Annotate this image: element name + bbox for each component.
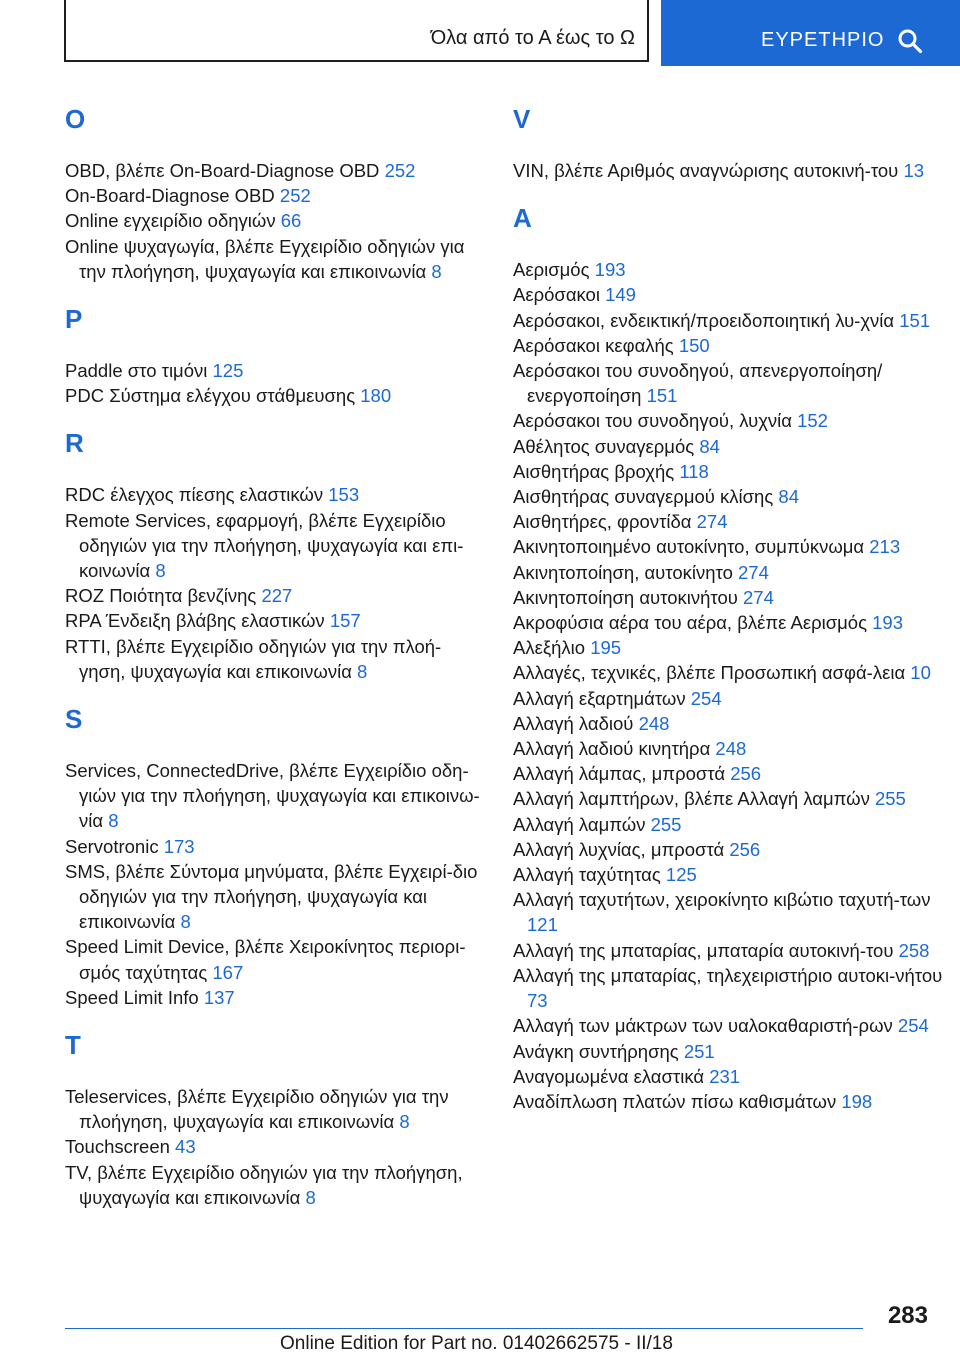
page-link[interactable]: 151 <box>899 309 931 331</box>
entry-text: Αερόσακοι του συνοδηγού, λυχνία <box>513 410 792 432</box>
index-column-left <box>65 100 485 1210</box>
page-link[interactable]: 231 <box>709 1065 741 1087</box>
page-link[interactable]: 13 <box>903 160 925 181</box>
entry-text: Αλλαγή λαδιού <box>513 712 634 734</box>
page-link[interactable]: 227 <box>261 585 293 607</box>
page-link[interactable]: 157 <box>329 610 361 632</box>
page-link[interactable]: 84 <box>778 486 799 508</box>
section-letter: S <box>65 704 83 735</box>
index-entry <box>65 482 485 507</box>
index-section-r <box>65 424 485 684</box>
index-entry <box>513 963 943 1013</box>
index-section-alpha <box>513 199 943 1114</box>
index-entry <box>513 434 943 459</box>
index-entry <box>65 859 485 935</box>
index-entry <box>65 634 485 684</box>
page-link[interactable]: 8 <box>155 560 166 582</box>
index-entry <box>513 1064 943 1089</box>
page-link[interactable]: 193 <box>872 612 903 634</box>
index-section-v <box>513 100 943 183</box>
page-link[interactable]: 152 <box>797 410 828 432</box>
page-link[interactable]: 151 <box>646 385 678 407</box>
index-entry <box>65 383 485 408</box>
section-tab[interactable] <box>64 0 649 62</box>
index-entry <box>513 736 943 761</box>
index-section-o <box>65 100 485 284</box>
entry-text: Αισθητήρες, φροντίδα <box>513 511 692 533</box>
index-entry <box>65 608 485 633</box>
page-link[interactable]: 149 <box>605 284 636 306</box>
section-letter: R <box>65 428 84 459</box>
page-link[interactable]: 8 <box>357 660 368 682</box>
index-entry <box>513 158 943 183</box>
index-entry <box>513 938 943 963</box>
index-entry <box>513 660 943 685</box>
index-entry <box>513 459 943 484</box>
index-entry <box>513 1039 943 1064</box>
index-entry <box>513 1089 943 1114</box>
page-link[interactable]: 118 <box>679 460 709 482</box>
index-entry <box>513 1013 943 1038</box>
page-link[interactable]: 66 <box>280 210 302 232</box>
section-letter: Α <box>513 203 532 234</box>
entry-text: Αλλαγή ταχύτητας <box>513 864 661 886</box>
entry-text: Ακινητοποιημένο αυτοκίνητο, συμπύκνωμα <box>513 536 865 558</box>
entry-text: Ακινητοποίηση, αυτοκίνητο <box>513 561 733 583</box>
entry-text: Ανάγκη συντήρησης <box>513 1040 679 1062</box>
entry-text: Services, ConnectedDrive, βλέπε Εγχειρίδιο οδη-γιών για την πλοήγηση, ψυχαγωγία και επικοινω-νία <box>65 760 480 832</box>
page-link[interactable]: 248 <box>638 712 670 734</box>
entry-text: Αλλαγή λαδιού κινητήρα <box>513 738 711 760</box>
entry-text: ROZ Ποιότητα βενζίνης <box>65 585 257 607</box>
page-link[interactable]: 125 <box>212 360 244 382</box>
entry-text: Αλλαγή λυχνίας, μπροστά <box>513 838 725 860</box>
entry-text: On-Board-Diagnose OBD <box>65 185 275 207</box>
index-entry <box>513 686 943 711</box>
index-tab[interactable] <box>661 0 960 66</box>
entry-text: Αθέλητος συναγερμός <box>513 435 695 457</box>
section-letter: P <box>65 304 83 335</box>
entry-text: Αερόσακοι <box>513 284 600 306</box>
entry-text: RPA Ένδειξη βλάβης ελαστικών <box>65 610 325 632</box>
index-entry <box>513 358 943 408</box>
entry-text: Αλλαγή των μάκτρων των υαλοκαθαριστή-ρων <box>513 1015 893 1037</box>
index-section-p <box>65 300 485 408</box>
page-link[interactable]: 254 <box>690 687 722 709</box>
page-link[interactable]: 195 <box>590 637 622 659</box>
index-entry <box>513 887 943 937</box>
entry-text: Αερόσακοι του συνοδηγού, απενεργοποίηση/ ενεργοποίηση <box>513 360 883 407</box>
page-link[interactable]: 8 <box>180 911 191 933</box>
index-entry <box>65 234 485 284</box>
entry-text: Αερόσακοι κεφαλής <box>513 334 674 356</box>
index-entry <box>513 862 943 887</box>
page-link[interactable]: 213 <box>869 536 901 558</box>
entry-text: Αλεξήλιο <box>513 637 586 659</box>
index-entry <box>65 985 485 1010</box>
index-entry <box>65 358 485 383</box>
page-link[interactable]: 256 <box>729 838 761 860</box>
entry-text: Ακροφύσια αέρα του αέρα, βλέπε Αερισμός <box>513 612 867 634</box>
page-link[interactable]: 198 <box>841 1090 873 1112</box>
footer-divider <box>65 1328 863 1329</box>
entry-text: TV, βλέπε Εγχειρίδιο οδηγιών για την πλοήγηση, ψυχαγωγία και επικοινωνία <box>65 1161 463 1208</box>
entry-text: Teleservices, βλέπε Εγχειρίδιο οδηγιών για την πλοήγηση, ψυχαγωγία και επικοινωνία <box>65 1086 449 1133</box>
page-link[interactable]: 8 <box>431 260 442 282</box>
page-link[interactable]: 10 <box>910 662 931 684</box>
index-entry <box>513 711 943 736</box>
page-link[interactable]: 274 <box>743 586 774 608</box>
page-link[interactable]: 274 <box>696 511 728 533</box>
index-section-t <box>65 1026 485 1210</box>
search-icon[interactable] <box>897 28 923 54</box>
index-entry <box>65 208 485 233</box>
page-link[interactable]: 153 <box>328 484 360 506</box>
index-section-s <box>65 700 485 1010</box>
page-link[interactable]: 167 <box>212 961 244 983</box>
section-letter: V <box>513 104 531 134</box>
page-link[interactable]: 274 <box>738 561 769 583</box>
section-letter: T <box>65 1030 81 1061</box>
index-entry <box>65 934 485 984</box>
index-entry <box>65 758 485 834</box>
entry-text: Αλλαγή ταχυτήτων, χειροκίνητο κιβώτιο ταχυτή-των <box>513 889 931 911</box>
entry-text: Touchscreen <box>65 1136 170 1158</box>
index-entry <box>65 1134 485 1159</box>
entry-text: PDC Σύστημα ελέγχου στάθμευσης <box>65 385 356 407</box>
index-entry <box>513 333 943 358</box>
index-entry <box>513 560 943 585</box>
page-link[interactable]: 8 <box>305 1186 316 1208</box>
page-link[interactable]: 248 <box>715 738 747 760</box>
entry-text: Αλλαγή εξαρτημάτων <box>513 687 686 709</box>
entry-text: Αναδίπλωση πλατών πίσω καθισμάτων <box>513 1090 837 1112</box>
page-link[interactable]: 193 <box>594 259 626 281</box>
page-header <box>0 0 960 66</box>
page-link[interactable]: 255 <box>874 788 906 810</box>
entry-text: Αλλαγές, τεχνικές, βλέπε Προσωπική ασφά-λεια <box>513 662 906 684</box>
page-link[interactable]: 43 <box>175 1136 196 1158</box>
index-entry <box>513 534 943 559</box>
entry-text: Αλλαγή λαμπών <box>513 813 646 835</box>
page-number: 283 <box>887 1302 928 1329</box>
index-entry <box>513 837 943 862</box>
index-entry <box>65 583 485 608</box>
index-tab-label: ΕΥΡΕΤΗΡΙΟ <box>761 29 885 51</box>
page-link[interactable]: 8 <box>108 810 119 832</box>
entry-text: OBD, βλέπε On-Board-Diagnose OBD <box>65 160 380 181</box>
entry-text: Αλλαγή της μπαταρίας, τηλεχειριστήριο αυτοκι-νήτου <box>513 964 943 986</box>
page-link[interactable]: 180 <box>360 385 392 407</box>
entry-text: Αισθητήρας βροχής <box>513 460 675 482</box>
page-link[interactable]: 252 <box>384 160 416 181</box>
entry-text: Servotronic <box>65 835 159 857</box>
entry-text: Online ψυχαγωγία, βλέπε Εγχειρίδιο οδηγιών για την πλοήγηση, ψυχαγωγία και επικοινωνία <box>65 235 465 282</box>
page-link[interactable]: 251 <box>683 1040 715 1062</box>
index-entry <box>513 812 943 837</box>
entry-text: RDC έλεγχος πίεσης ελαστικών <box>65 484 324 506</box>
entry-text: Speed Limit Info <box>65 986 199 1008</box>
index-entry <box>65 1160 485 1210</box>
index-entry <box>513 786 943 811</box>
entry-text: Αλλαγή λαμπτήρων, βλέπε Αλλαγή λαμπών <box>513 788 870 810</box>
entry-text: Remote Services, εφαρμογή, βλέπε Εγχειρίδιο οδηγιών για την πλοήγηση, ψυχαγωγία και επι-κοινωνία <box>65 509 464 582</box>
entry-text: SMS, βλέπε Σύντομα μηνύματα, βλέπε Εγχειρί-διο οδηγιών για την πλοήγηση, ψυχαγωγία και επικοινωνία <box>65 860 478 933</box>
index-entry <box>513 635 943 660</box>
index-entry <box>513 282 943 307</box>
entry-text: VIN, βλέπε Αριθμός αναγνώρισης αυτοκινή-του <box>513 160 899 181</box>
entry-text: Αερόσακοι, ενδεικτική/προειδοποιητική λυ-χνία <box>513 309 895 331</box>
index-entry <box>65 834 485 859</box>
entry-text: Αλλαγή λάμπας, μπροστά <box>513 763 726 785</box>
page-link[interactable]: 137 <box>203 986 235 1008</box>
section-tab-label: Όλα από το Α έως το Ω <box>430 27 635 49</box>
edition-note: Online Edition for Part no. 01402662575 - II/18 <box>280 1333 673 1354</box>
entry-text: Αερισμός <box>513 259 590 281</box>
page-link[interactable]: 84 <box>699 435 720 457</box>
entry-text: Αισθητήρας συναγερμού κλίσης <box>513 486 774 508</box>
index-entry <box>513 509 943 534</box>
page-link[interactable]: 150 <box>678 334 710 356</box>
index-entry <box>65 1084 485 1134</box>
index-entry <box>513 408 943 433</box>
section-letter: O <box>65 104 86 134</box>
entry-text: Αλλαγή της μπαταρίας, μπαταρία αυτοκινή-του <box>513 939 894 961</box>
index-entry <box>513 484 943 509</box>
entry-text: Ακινητοποίηση αυτοκινήτου <box>513 586 738 608</box>
index-entry <box>65 158 485 183</box>
entry-text: Online εγχειρίδιο οδηγιών <box>65 210 276 232</box>
page-link[interactable]: 125 <box>665 864 697 886</box>
page-link[interactable]: 173 <box>163 835 195 857</box>
entry-text: Paddle στο τιμόνι <box>65 360 208 382</box>
index-entry <box>513 257 943 282</box>
page-link[interactable]: 256 <box>730 763 762 785</box>
page-link[interactable]: 258 <box>898 939 930 961</box>
page-link[interactable]: 255 <box>650 813 682 835</box>
page-link[interactable]: 252 <box>279 185 311 207</box>
entry-text: RTTI, βλέπε Εγχειρίδιο οδηγιών για την πλοή-γηση, ψυχαγωγία και επικοινωνία <box>65 635 442 682</box>
index-entry <box>65 508 485 584</box>
entry-text: Αναγομωμένα ελαστικά <box>513 1065 705 1087</box>
page-link[interactable]: 121 <box>527 914 558 936</box>
page-link[interactable]: 73 <box>527 990 548 1012</box>
index-entry <box>513 761 943 786</box>
index-entry <box>65 183 485 208</box>
index-entry <box>513 585 943 610</box>
page-link[interactable]: 8 <box>399 1111 410 1133</box>
index-column-right <box>513 100 943 1114</box>
index-entry <box>513 610 943 635</box>
index-entry <box>513 308 943 333</box>
entry-text: Speed Limit Device, βλέπε Χειροκίνητος περιορι-σμός ταχύτητας <box>65 936 466 983</box>
page-link[interactable]: 254 <box>897 1015 929 1037</box>
